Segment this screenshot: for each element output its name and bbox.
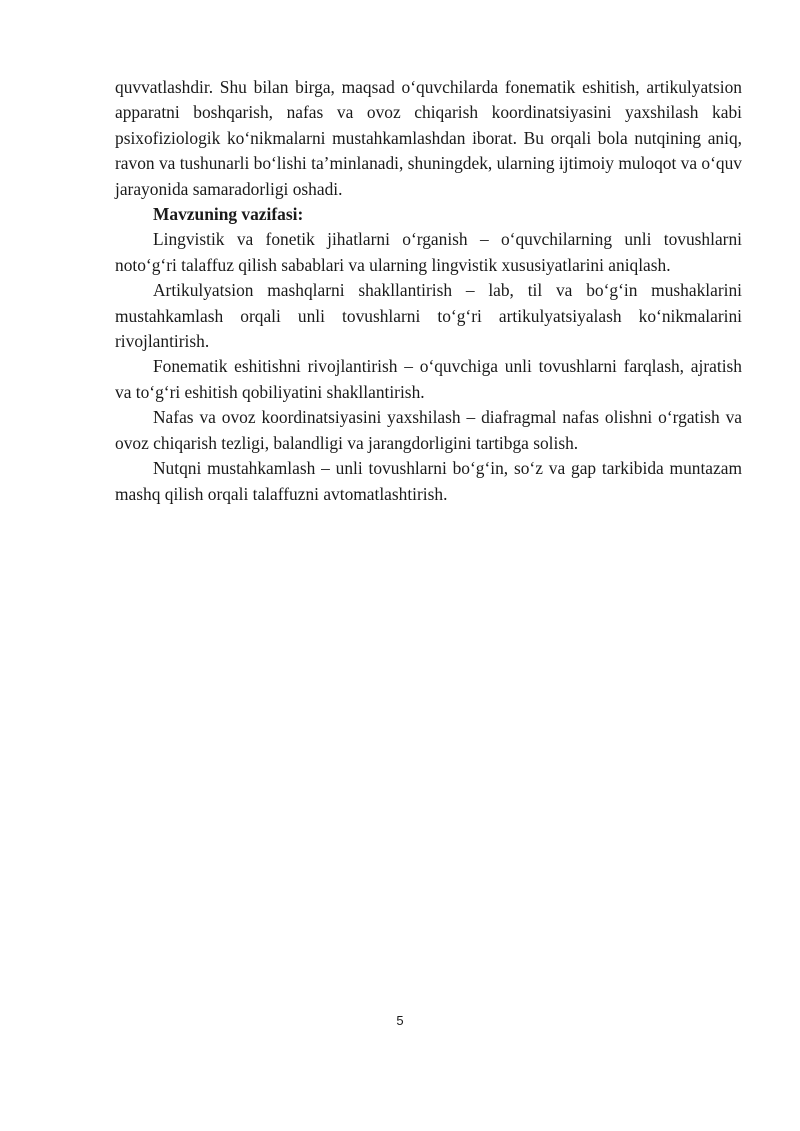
- task-paragraph-articulation: Artikulyatsion mashqlarni shakllantirish – lab, til va bo‘g‘in mushaklarini mustahkamlash orqali unli tovushlarni to‘g‘ri artikulyatsiyalash ko‘nikmalarini rivojlantirish.: [115, 280, 742, 352]
- section-heading: Mavzuning vazifasi:: [153, 204, 304, 225]
- task-paragraph-phonematic: Fonematik eshitishni rivojlantirish – o‘quvchiga unli tovushlarni farqlash, ajratish va to‘g‘ri eshitish qobiliyatini shakllantirish.: [115, 356, 742, 402]
- task-paragraph-breathing: Nafas va ovoz koordinatsiyasini yaxshilash – diafragmal nafas olishni o‘rgatish va ovoz chiqarish tezligi, balandligi va jarangdorligini tartibga solish.: [115, 407, 742, 453]
- intro-paragraph: quvvatlashdir. Shu bilan birga, maqsad o‘quvchilarda fonematik eshitish, artikulyatsion apparatni boshqarish, nafas va ovoz chiqarish koordinatsiyasini yaxshilash kabi psixofiziologik ko‘nikmalarni mustahkamlashdan iborat. Bu orqali bola nutqining aniq, ravon va tushunarli bo‘lishi ta’minlanadi, shuningdek, ularning ijtimoiy muloqot va o‘quv jarayonida samaradorligi oshadi.: [115, 77, 742, 199]
- page-number: 5: [396, 1013, 404, 1028]
- task-paragraph-linguistic: Lingvistik va fonetik jihatlarni o‘rganish – o‘quvchilarning unli tovushlarni noto‘g‘ri talaffuz qilish sabablari va ularning lingvistik xususiyatlarini aniqlash.: [115, 229, 742, 275]
- document-page: [115, 75, 742, 507]
- task-paragraph-speech: Nutqni mustahkamlash – unli tovushlarni bo‘g‘in, so‘z va gap tarkibida muntazam mashq qilish orqali talaffuzni avtomatlashtirish.: [115, 458, 742, 504]
